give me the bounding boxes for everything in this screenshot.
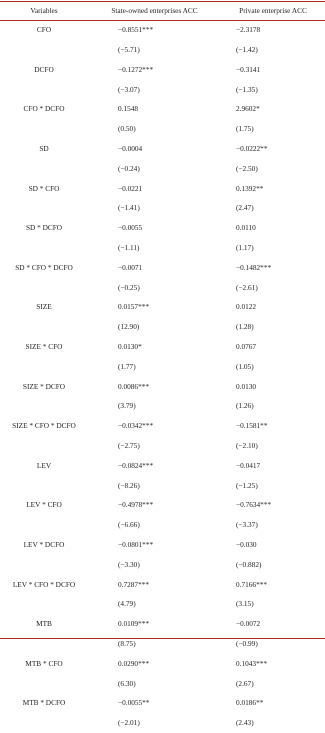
variable-name-cell bbox=[0, 555, 88, 575]
variable-name-cell: DCFO bbox=[34, 64, 54, 74]
soe-acc-cell: 0.0130* bbox=[118, 342, 142, 351]
private-acc-cell: (−1.35) bbox=[236, 84, 258, 94]
table-row bbox=[0, 79, 325, 99]
soe-acc-cell: (8.75) bbox=[118, 638, 136, 648]
table-row bbox=[0, 475, 325, 495]
private-acc-cell: (2.43) bbox=[236, 718, 254, 728]
variable-name-cell bbox=[0, 673, 88, 693]
header-variables: Variables bbox=[30, 6, 58, 16]
variable-name-cell: LEV * DCFO bbox=[23, 539, 65, 549]
table-row bbox=[0, 277, 325, 297]
table-row bbox=[0, 693, 325, 713]
soe-acc-cell: 0.7287*** bbox=[118, 579, 150, 589]
variable-name-cell bbox=[0, 357, 88, 377]
private-acc-cell: −0.0072 bbox=[236, 619, 261, 629]
soe-acc-cell: (−2.75) bbox=[118, 440, 140, 450]
table-row bbox=[0, 119, 325, 139]
private-acc-cell: (1.26) bbox=[236, 401, 254, 411]
table-row bbox=[0, 594, 325, 614]
table-row bbox=[0, 673, 325, 693]
table-row bbox=[0, 337, 325, 357]
variable-name-cell bbox=[0, 277, 88, 297]
private-acc-cell: (−0.99) bbox=[236, 638, 258, 648]
variable-name-cell: SIZE * CFO * DCFO bbox=[12, 421, 76, 431]
private-acc-cell: −0.1482*** bbox=[236, 262, 272, 272]
table-row bbox=[0, 159, 325, 179]
table-row bbox=[0, 654, 325, 674]
private-acc-cell: (−0.882) bbox=[236, 559, 262, 569]
table-row bbox=[0, 456, 325, 476]
private-acc-cell: 0.1043*** bbox=[236, 658, 268, 668]
private-acc-cell: 0.0110 bbox=[236, 223, 256, 233]
private-acc-cell: (2.67) bbox=[236, 678, 254, 688]
soe-acc-cell: 0.0109*** bbox=[118, 619, 150, 629]
soe-acc-cell: 0.0157*** bbox=[118, 302, 150, 312]
soe-acc-cell: −0.0824*** bbox=[118, 460, 154, 470]
regression-table bbox=[0, 2, 325, 733]
variable-name-cell bbox=[0, 475, 88, 495]
private-acc-cell: 0.0186** bbox=[236, 698, 264, 708]
soe-acc-cell: (−6.66) bbox=[118, 520, 140, 530]
variable-name-cell bbox=[0, 436, 88, 456]
variable-name-cell: SIZE bbox=[36, 302, 52, 312]
variable-name-cell: LEV * CFO * DCFO bbox=[12, 579, 76, 589]
table-row bbox=[0, 40, 325, 60]
table-row bbox=[0, 99, 325, 119]
variable-name-cell: LEV bbox=[36, 460, 52, 470]
table-row bbox=[0, 713, 325, 733]
soe-acc-cell: (−3.30) bbox=[118, 559, 140, 569]
private-acc-cell: (−2.61) bbox=[236, 282, 258, 292]
private-acc-cell: (−1.25) bbox=[236, 480, 258, 490]
private-acc-cell: (1.05) bbox=[236, 361, 254, 371]
private-acc-cell: 0.1392** bbox=[236, 183, 264, 193]
soe-acc-cell: −0.1272*** bbox=[118, 64, 154, 74]
private-acc-cell: (−1.42) bbox=[236, 45, 258, 55]
variable-name-cell: CFO bbox=[36, 25, 52, 35]
table-row bbox=[0, 535, 325, 555]
variable-name-cell: SD * CFO * DCFO bbox=[15, 262, 73, 272]
soe-acc-cell: (−5.71) bbox=[118, 45, 140, 55]
soe-acc-cell: −0.0342*** bbox=[118, 421, 154, 431]
soe-acc-cell: (6.30) bbox=[118, 678, 136, 688]
soe-acc-cell: (−8.26) bbox=[118, 480, 140, 490]
private-acc-cell: −0.1581** bbox=[236, 421, 268, 431]
table-row bbox=[0, 357, 325, 377]
private-acc-cell: 0.0122 bbox=[236, 302, 257, 312]
table-row bbox=[0, 515, 325, 535]
table-row bbox=[0, 634, 325, 654]
private-acc-cell: 0.7166*** bbox=[236, 579, 268, 589]
table-row bbox=[0, 555, 325, 575]
private-acc-cell: (2.47) bbox=[236, 203, 254, 213]
soe-acc-cell: (3.79) bbox=[118, 401, 136, 411]
header-soe-acc: State-owned enterprises ACC bbox=[111, 6, 198, 16]
variable-name-cell: MTB bbox=[36, 619, 52, 629]
variable-name-cell: MTB * DCFO bbox=[22, 698, 66, 708]
private-acc-cell: (1.28) bbox=[236, 322, 254, 332]
table-row bbox=[0, 495, 325, 515]
table-header-row bbox=[0, 2, 325, 20]
soe-acc-cell: −0.0055** bbox=[118, 698, 150, 708]
variable-name-cell: SD bbox=[39, 144, 49, 154]
private-acc-cell: −0.3141 bbox=[236, 64, 261, 74]
table-bottom-rule bbox=[0, 638, 325, 639]
soe-acc-cell: (1.77) bbox=[118, 361, 136, 371]
soe-acc-cell: 0.1548 bbox=[118, 104, 139, 114]
variable-name-cell bbox=[0, 317, 88, 337]
table-row bbox=[0, 376, 325, 396]
table-row bbox=[0, 574, 325, 594]
soe-acc-cell: −0.4978*** bbox=[118, 500, 154, 510]
private-acc-cell: (−3.37) bbox=[236, 520, 258, 530]
soe-acc-cell: (4.79) bbox=[118, 599, 136, 609]
soe-acc-cell: −0.0801*** bbox=[118, 539, 154, 549]
variable-name-cell bbox=[0, 594, 88, 614]
variable-name-cell bbox=[0, 40, 88, 60]
table-row bbox=[0, 238, 325, 258]
soe-acc-cell: (−0.25) bbox=[118, 282, 140, 292]
table-row bbox=[0, 297, 325, 317]
table-row bbox=[0, 614, 325, 634]
private-acc-cell: (−2.10) bbox=[236, 440, 258, 450]
table-row bbox=[0, 218, 325, 238]
table-body bbox=[0, 20, 325, 733]
table-row bbox=[0, 396, 325, 416]
table-row bbox=[0, 258, 325, 278]
private-acc-cell: 0.0130 bbox=[236, 381, 257, 391]
private-acc-cell: (1.75) bbox=[236, 124, 254, 134]
variable-name-cell bbox=[0, 515, 88, 535]
header-private-acc: Private enterprise ACC bbox=[239, 6, 307, 16]
table-row bbox=[0, 317, 325, 337]
private-acc-cell: −0.7634*** bbox=[236, 500, 272, 510]
variable-name-cell bbox=[0, 396, 88, 416]
soe-acc-cell: −0.0055 bbox=[118, 223, 143, 233]
soe-acc-cell: −0.0004 bbox=[118, 144, 143, 154]
variable-name-cell bbox=[0, 159, 88, 179]
variable-name-cell: CFO * DCFO bbox=[23, 104, 65, 114]
private-acc-cell: −0.0222** bbox=[236, 144, 268, 154]
table-row bbox=[0, 20, 325, 40]
private-acc-cell: 2.9602* bbox=[236, 104, 260, 114]
private-acc-cell: 0.0767 bbox=[236, 342, 257, 351]
soe-acc-cell: −0.8551*** bbox=[118, 25, 154, 35]
soe-acc-cell: 0.0290*** bbox=[118, 658, 150, 668]
variable-name-cell bbox=[0, 238, 88, 258]
variable-name-cell bbox=[0, 79, 88, 99]
private-acc-cell: −0.030 bbox=[236, 539, 257, 549]
table-header bbox=[0, 2, 325, 20]
soe-acc-cell: 0.0086*** bbox=[118, 381, 150, 391]
private-acc-cell: −0.0417 bbox=[236, 460, 261, 470]
table-row bbox=[0, 416, 325, 436]
soe-acc-cell: (12.90) bbox=[118, 322, 140, 332]
variable-name-cell: MTB * CFO bbox=[25, 658, 63, 668]
table-row bbox=[0, 436, 325, 456]
soe-acc-cell: (−2.01) bbox=[118, 718, 140, 728]
variable-name-cell: SD * CFO bbox=[28, 183, 60, 193]
private-acc-cell: (1.17) bbox=[236, 243, 254, 253]
soe-acc-cell: −0.0071 bbox=[118, 262, 143, 272]
variable-name-cell bbox=[0, 713, 88, 733]
soe-acc-cell: (−1.11) bbox=[118, 243, 140, 253]
table-row bbox=[0, 178, 325, 198]
private-acc-cell: −2.3178 bbox=[236, 25, 261, 35]
soe-acc-cell: (−3.07) bbox=[118, 84, 140, 94]
soe-acc-cell: (0.50) bbox=[118, 124, 136, 134]
variable-name-cell: SIZE * CFO bbox=[25, 342, 63, 351]
soe-acc-cell: (−1.41) bbox=[118, 203, 140, 213]
variable-name-cell bbox=[0, 198, 88, 218]
table-row bbox=[0, 139, 325, 159]
table-row bbox=[0, 198, 325, 218]
soe-acc-cell: (−0.24) bbox=[118, 163, 140, 173]
variable-name-cell: SIZE * DCFO bbox=[22, 381, 66, 391]
private-acc-cell: (3.15) bbox=[236, 599, 254, 609]
table-row bbox=[0, 60, 325, 80]
soe-acc-cell: −0.0221 bbox=[118, 183, 143, 193]
variable-name-cell bbox=[0, 634, 88, 654]
variable-name-cell: SD * DCFO bbox=[25, 223, 63, 233]
variable-name-cell bbox=[0, 119, 88, 139]
variable-name-cell: LEV * CFO bbox=[26, 500, 62, 510]
private-acc-cell: (−2.50) bbox=[236, 163, 258, 173]
